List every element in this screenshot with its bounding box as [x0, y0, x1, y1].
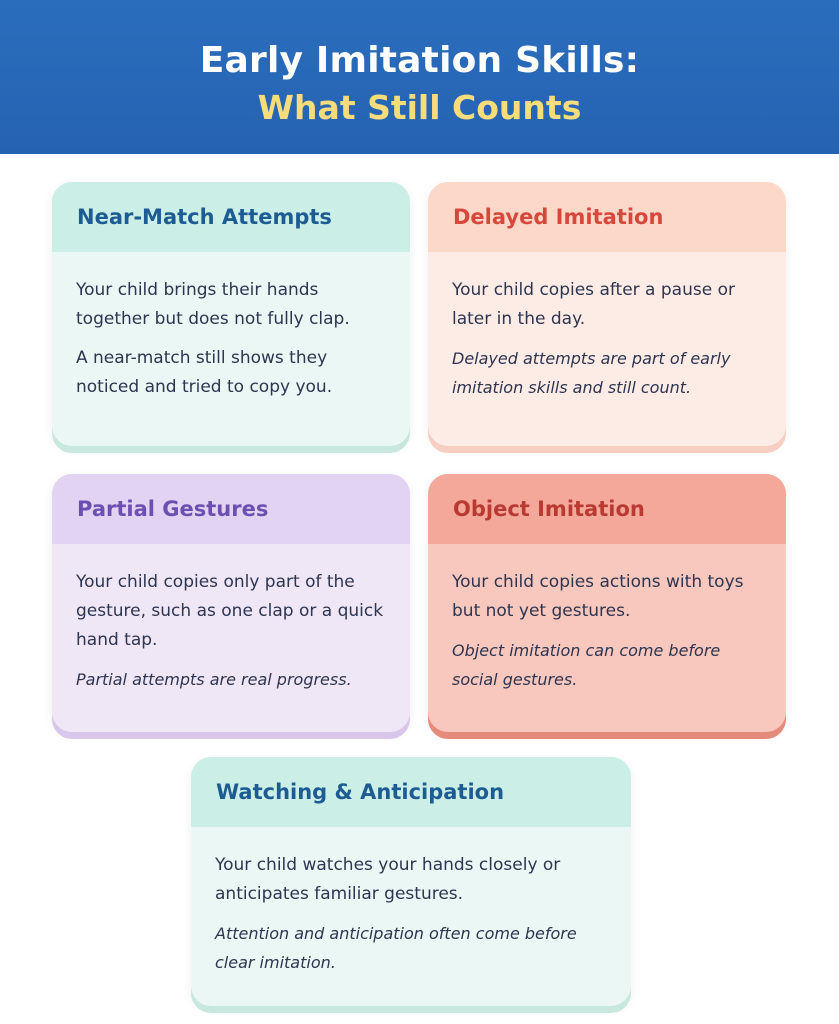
card-title: Near-Match Attempts: [52, 182, 410, 252]
card-text: A near-match still shows they noticed and tried to copy you.: [76, 348, 333, 397]
card-body: [191, 827, 631, 977]
header-banner: [0, 0, 839, 154]
card-title: Object Imitation: [428, 474, 786, 544]
card-text: Delayed attempts are part of early imitation skills and still count.: [452, 349, 731, 397]
card-body: [428, 252, 786, 402]
card-partial-gestures: [52, 474, 410, 732]
card-text: Your child watches your hands closely or anticipates familiar gestures.: [215, 855, 561, 904]
card-text: Object imitation can come before social gestures.: [452, 641, 721, 689]
card-title: Delayed Imitation: [428, 182, 786, 252]
card-delayed-imitation: [428, 182, 786, 446]
card-text: Your child brings their hands together but does not fully clap.: [76, 280, 350, 329]
card-title: Partial Gestures: [52, 474, 410, 544]
card-text: Your child copies only part of the gesture, such as one clap or a quick hand tap.: [76, 572, 384, 650]
page-title: Early Imitation Skills:: [199, 40, 640, 81]
card-body: [428, 544, 786, 694]
card-body: [52, 252, 410, 402]
card-body: [52, 544, 410, 694]
card-near-match-attempts: [52, 182, 410, 446]
card-watching-anticipation: [191, 757, 631, 1006]
card-text: Attention and anticipation often come before clear imitation.: [215, 924, 577, 972]
page-subtitle: What Still Counts: [257, 88, 582, 127]
card-text: Your child copies after a pause or later in the day.: [452, 280, 735, 329]
card-text: Partial attempts are real progress.: [76, 670, 352, 689]
card-text: Your child copies actions with toys but not yet gestures.: [452, 572, 744, 621]
card-title: Watching & Anticipation: [191, 757, 631, 827]
card-object-imitation: [428, 474, 786, 732]
